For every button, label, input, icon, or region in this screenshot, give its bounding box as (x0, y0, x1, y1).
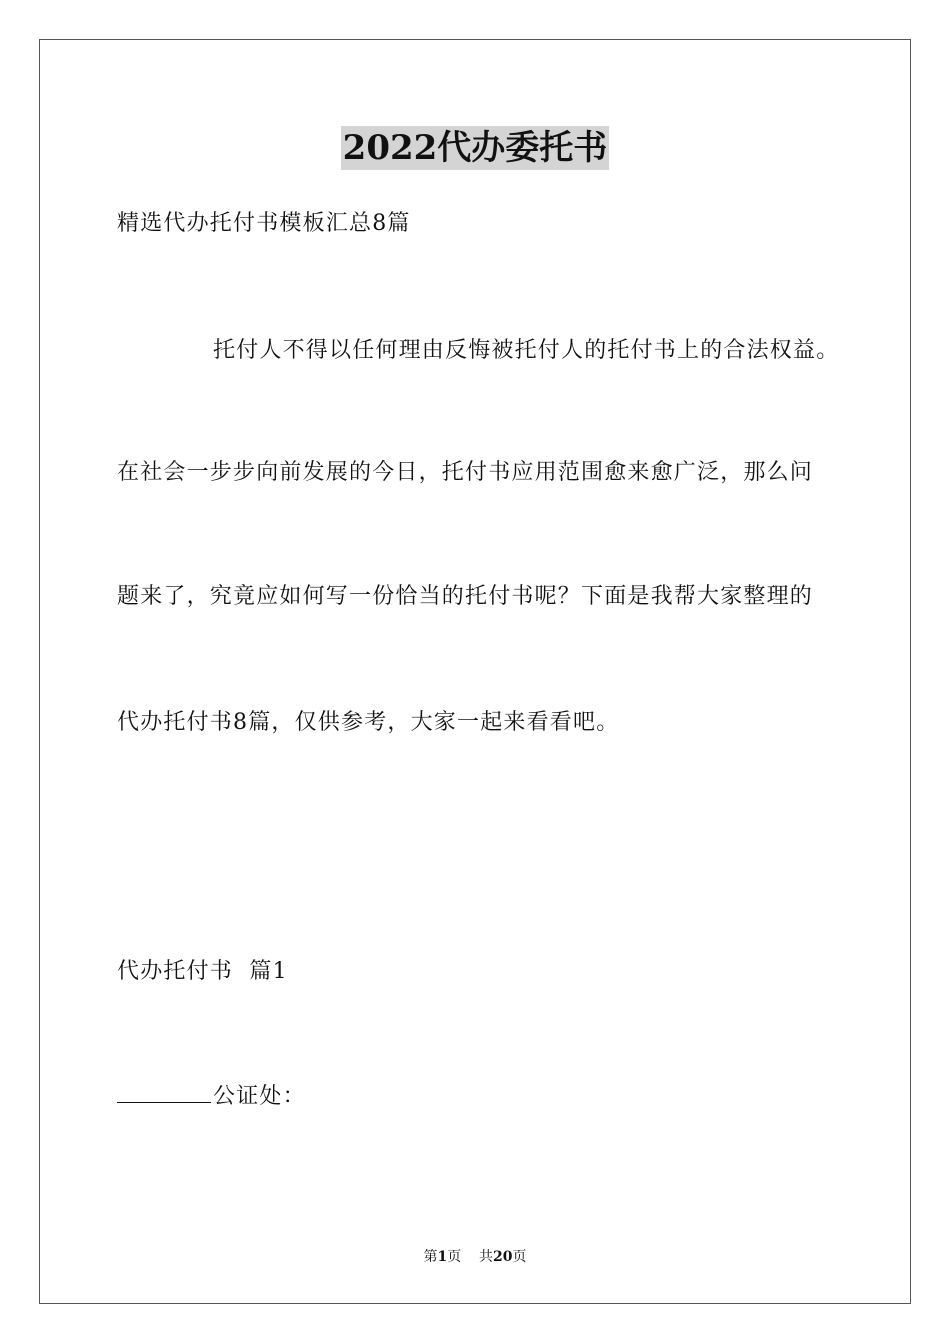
footer-total-prefix: 共 (479, 1249, 494, 1265)
addressee-suffix: 公证处： (213, 1084, 306, 1109)
document-title: 2022代办委托书 (342, 128, 608, 168)
paragraph-4: 代办托付书8篇，仅供参考，大家一起来看看吧。 (117, 710, 620, 735)
footer-page-number: 1 (437, 1249, 448, 1265)
document-title-wrapper (0, 126, 950, 170)
paragraph-3: 题来了，究竟应如何写一份恰当的托付书呢？下面是我帮大家整理的 (117, 584, 814, 609)
page-footer (0, 1247, 950, 1267)
section-heading: 代办托付书 篇1 (117, 959, 288, 984)
fill-in-blank (117, 1082, 211, 1103)
paragraph-1: 托付人不得以任何理由反悔被托付人的托付书上的合法权益。 (213, 338, 840, 363)
addressee-line (117, 1082, 306, 1112)
footer-page-prefix: 第 (423, 1249, 438, 1265)
document-subtitle: 精选代办托付书模板汇总8篇 (117, 211, 411, 236)
footer-total-suffix: 页 (512, 1249, 527, 1265)
paragraph-2: 在社会一步步向前发展的今日，托付书应用范围愈来愈广泛，那么问 (117, 460, 814, 485)
footer-total-pages: 20 (493, 1249, 513, 1265)
footer-page-suffix: 页 (447, 1249, 462, 1265)
